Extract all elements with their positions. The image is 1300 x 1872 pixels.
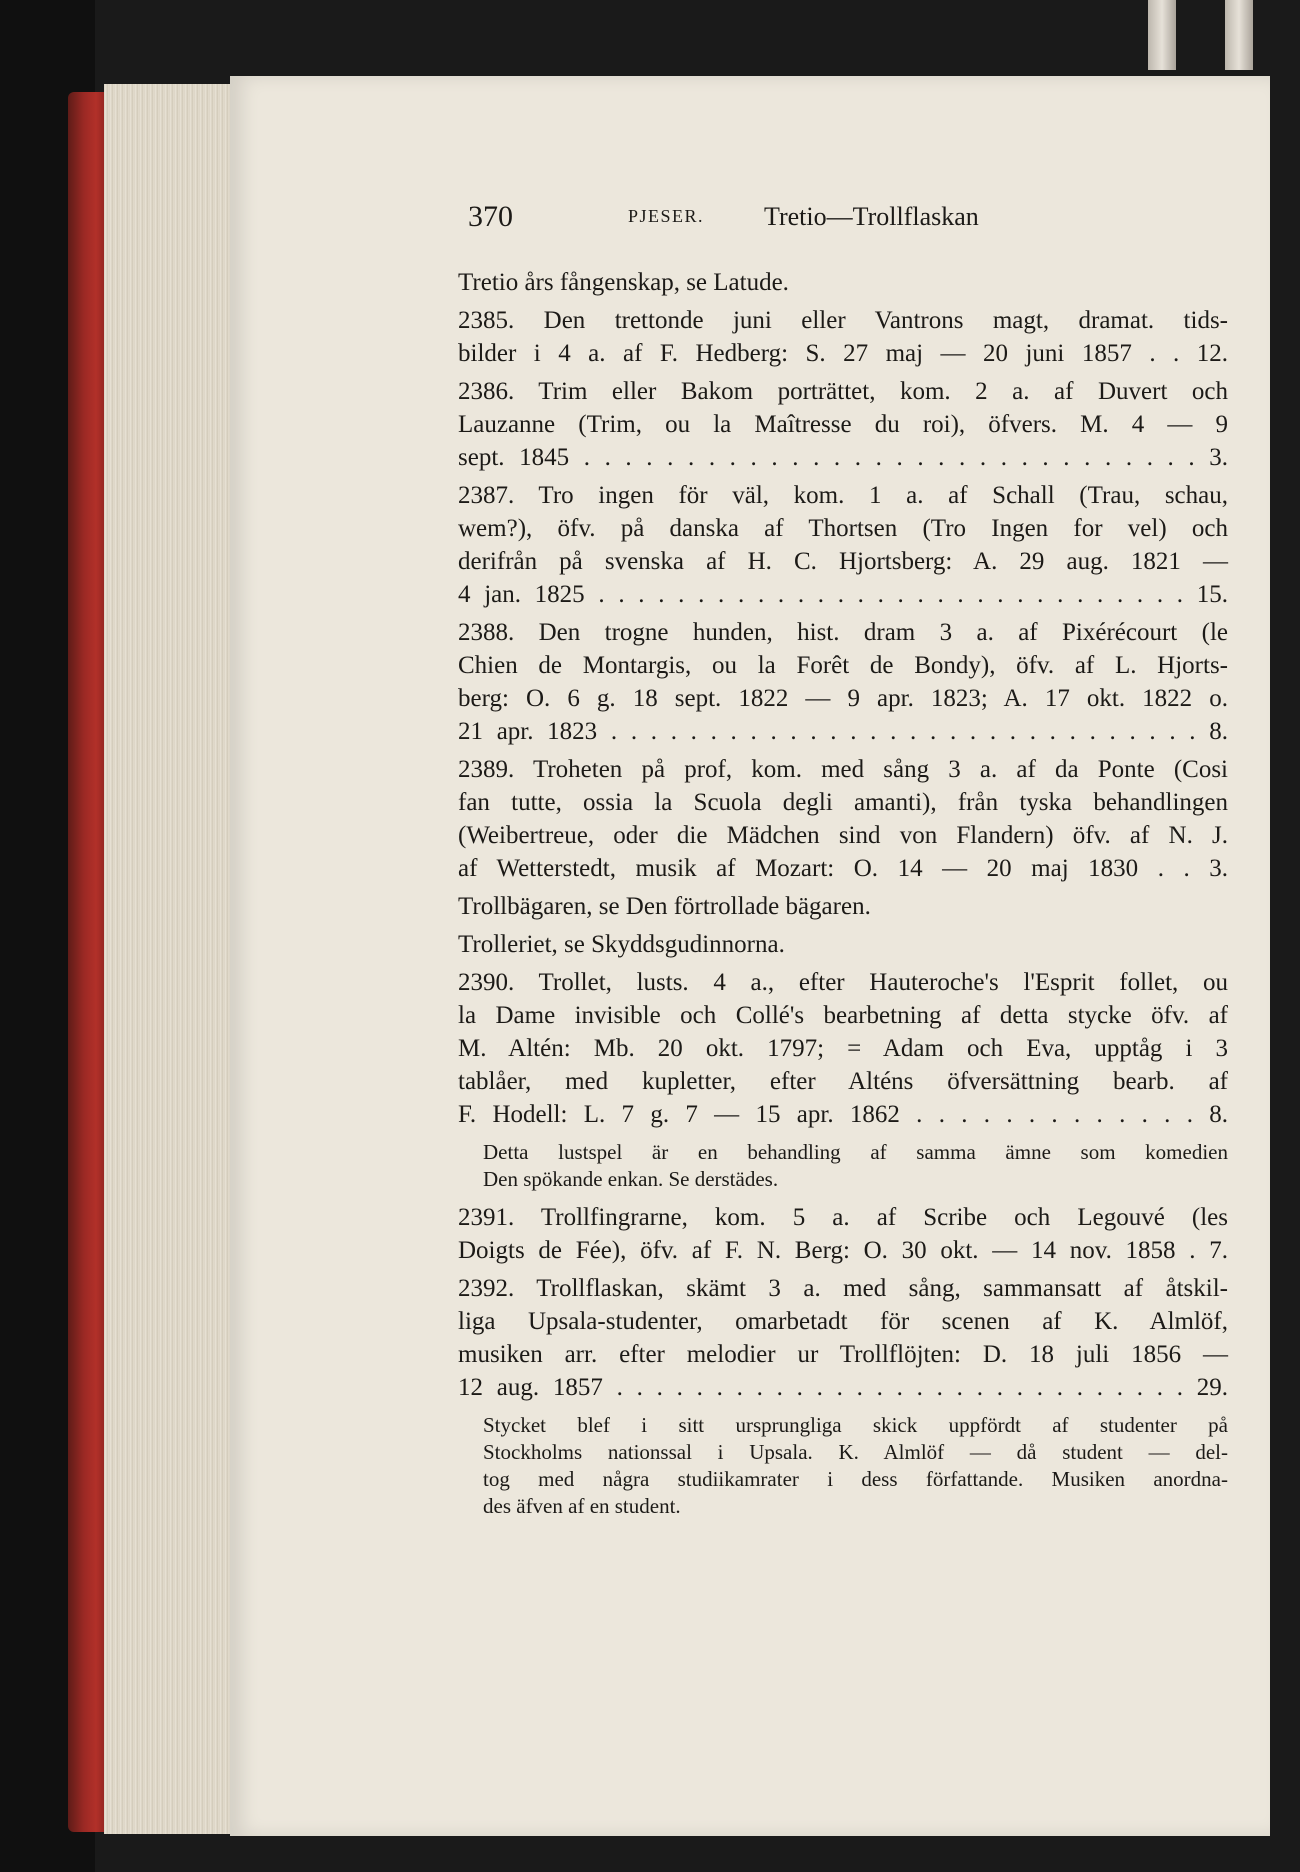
book-edge-red: [68, 92, 108, 1832]
entry-line: tablåer, med kupletter, efter Alténs öfversättning bearb. af: [458, 1068, 1228, 1095]
entry-line: 2388. Den trogne hunden, hist. dram 3 a. af Pixérécourt (le: [458, 619, 1228, 646]
entry-line: af Wetterstedt, musik af Mozart: O. 14 — 20 maj 1830 . . 3.: [458, 855, 1228, 882]
entry-line: 2392. Trollflaskan, skämt 3 a. med sång, sammansatt af åtskil-: [458, 1275, 1228, 1302]
entry-line: 2385. Den trettonde juni eller Vantrons magt, dramat. tids-: [458, 307, 1228, 334]
entry-line: fan tutte, ossia la Scuola degli amanti), från tyska behandlingen: [458, 789, 1228, 816]
note-line: tog med några studiikamrater i dess författande. Musiken anordna-: [483, 1467, 1228, 1491]
entry-line: F. Hodell: L. 7 g. 7 — 15 apr. 1862 . . . . . . . . . . . . . 8.: [458, 1101, 1228, 1128]
entry-line: musiken arr. efter melodier ur Trollflöjten: D. 18 juli 1856 —: [458, 1341, 1228, 1368]
entry-line: Doigts de Fée), öfv. af F. N. Berg: O. 30 okt. — 14 nov. 1858 . 7.: [458, 1237, 1228, 1264]
note-line: des äfven af en student.: [483, 1494, 681, 1518]
entry-line: liga Upsala-studenter, omarbetadt för scenen af K. Almlöf,: [458, 1308, 1228, 1335]
entry-range: Tretio—Trollflaskan: [764, 202, 979, 231]
entry-line: 21 apr. 1823 . . . . . . . . . . . . . . . . . . . . . . . . . . . . . . 8.: [458, 718, 1228, 745]
entry-line: (Weibertreue, oder die Mädchen sind von Flandern) öfv. af N. J.: [458, 822, 1228, 849]
entry-line: 2389. Troheten på prof, kom. med sång 3 a. af da Ponte (Cosi: [458, 756, 1228, 783]
entry-line: 2386. Trim eller Bakom porträttet, kom. 2 a. af Duvert och: [458, 378, 1228, 405]
page-number: 370: [468, 200, 513, 233]
entry-line: derifrån på svenska af H. C. Hjortsberg: A. 29 aug. 1821 —: [458, 548, 1228, 575]
entry-line: 2387. Tro ingen för väl, kom. 1 a. af Schall (Trau, schau,: [458, 482, 1228, 509]
entry-line: sept. 1845 . . . . . . . . . . . . . . . . . . . . . . . . . . . . . . 3.: [458, 444, 1228, 471]
entry-line: 2391. Trollfingrarne, kom. 5 a. af Scribe och Legouvé (les: [458, 1204, 1228, 1231]
page-clip-right: [1225, 0, 1253, 70]
entry-line: la Dame invisible och Collé's bearbetning af detta stycke öfv. af: [458, 1002, 1228, 1029]
entry-line: berg: O. 6 g. 18 sept. 1822 — 9 apr. 1823; A. 17 okt. 1822 o.: [458, 685, 1228, 712]
entry-line: 2390. Trollet, lusts. 4 a., efter Hauteroche's l'Esprit follet, ou: [458, 969, 1228, 996]
note-line: Den spökande enkan. Se derstädes.: [483, 1167, 779, 1191]
entry-line: Trolleriet, se Skyddsgudinnorna.: [458, 931, 785, 958]
note-line: Stockholms nationssal i Upsala. K. Almlöf — då student — del-: [483, 1440, 1228, 1464]
entry-line: M. Altén: Mb. 20 okt. 1797; = Adam och Eva, upptåg i 3: [458, 1035, 1228, 1062]
entry-line: 12 aug. 1857 . . . . . . . . . . . . . . . . . . . . . . . . . . . . . 29.: [458, 1374, 1228, 1401]
entry-line: wem?), öfv. på danska af Thortsen (Tro Ingen for vel) och: [458, 515, 1228, 542]
entry-line: Chien de Montargis, ou la Forêt de Bondy), öfv. af L. Hjorts-: [458, 652, 1228, 679]
page-clip-left: [1148, 0, 1176, 70]
section-title: PJESER.: [628, 206, 705, 226]
entry-line: bilder i 4 a. af F. Hedberg: S. 27 maj — 20 juni 1857 . . 12.: [458, 340, 1228, 367]
book-fore-edge: [104, 84, 244, 1834]
note-line: Stycket blef i sitt ursprungliga skick uppfördt af studenter på: [483, 1413, 1228, 1437]
entry-line: Trollbägaren, se Den förtrollade bägaren.: [458, 893, 871, 920]
entry-line: 4 jan. 1825 . . . . . . . . . . . . . . . . . . . . . . . . . . . . . . 15.: [458, 581, 1228, 608]
note-line: Detta lustspel är en behandling af samma ämne som komedien: [483, 1140, 1228, 1164]
page-text: [458, 200, 1228, 1520]
running-header: [458, 200, 1228, 240]
entry-line: Tretio års fångenskap, se Latude.: [458, 269, 789, 296]
entry-line: Lauzanne (Trim, ou la Maîtresse du roi), öfvers. M. 4 — 9: [458, 411, 1228, 438]
